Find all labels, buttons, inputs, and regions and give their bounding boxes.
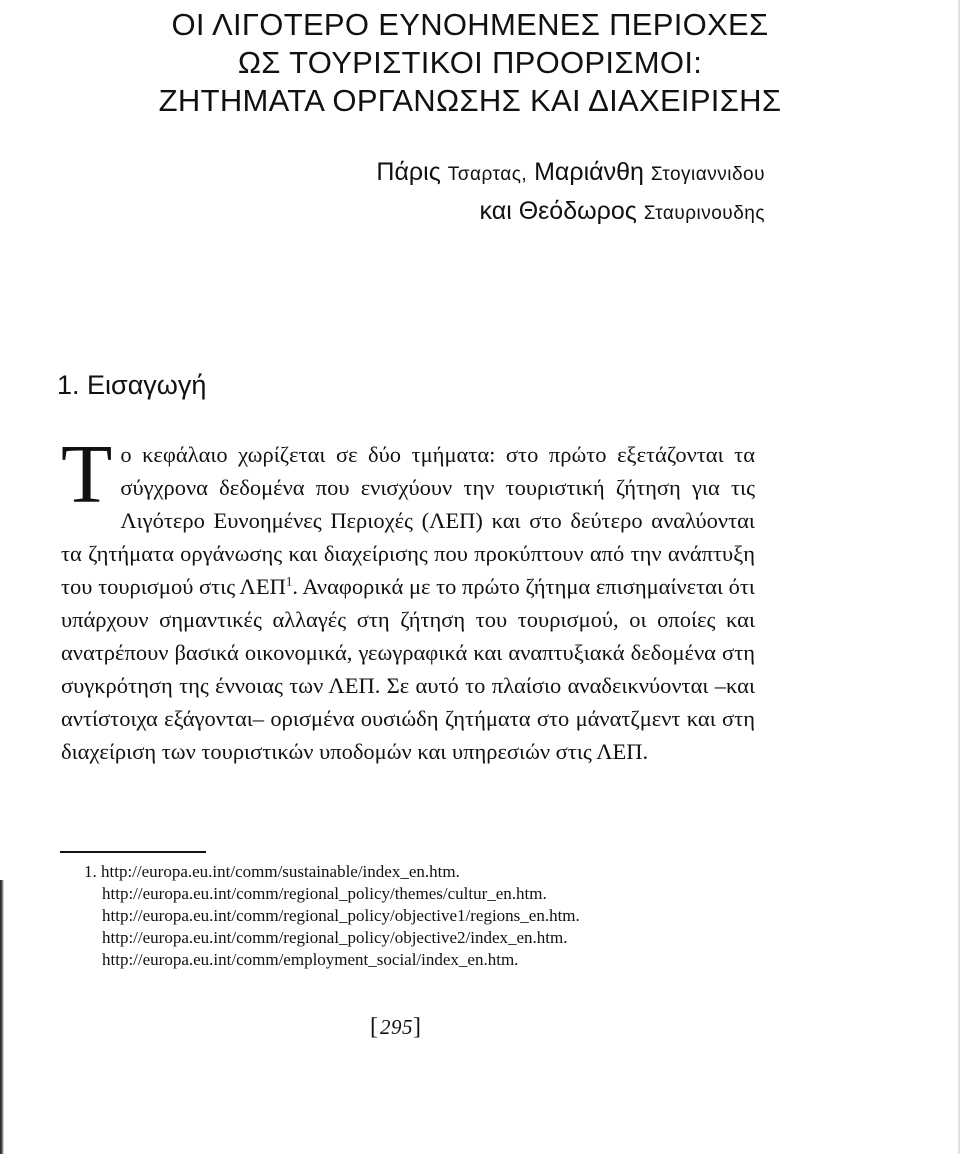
footnote-url: http://europa.eu.int/comm/regional_policy/objective1/regions_en.htm. bbox=[102, 906, 580, 925]
page-number bbox=[370, 1014, 423, 1041]
page-number-value: 295 bbox=[380, 1015, 413, 1039]
author-last-name: Στογιαννιδου bbox=[650, 164, 765, 185]
footnote-url: http://europa.eu.int/comm/regional_policy/themes/cultur_en.htm. bbox=[102, 884, 547, 903]
author-line-1 bbox=[376, 154, 765, 193]
title-line: ΩΣ ΤΟΥΡΙΣΤΙΚΟΙ ΠΡΟΟΡΙΣΜΟΙ: bbox=[237, 45, 703, 80]
drop-cap: Τ bbox=[61, 428, 113, 521]
title-line: ΟΙ ΛΙΓΟΤΕΡΟ ΕΥΝΟΗΜΕΝΕΣ ΠΕΡΙΟΧΕΣ bbox=[171, 7, 769, 42]
body-paragraph bbox=[61, 428, 755, 768]
chapter-title bbox=[60, 6, 880, 120]
author-first-name: Μαριάνθη bbox=[534, 158, 644, 186]
author-list bbox=[376, 154, 765, 232]
section-heading: 1. Εισαγωγή bbox=[57, 370, 207, 400]
footnote-url: http://europa.eu.int/comm/regional_policy/objective2/index_en.htm. bbox=[102, 928, 568, 947]
author-first-name: Πάρις bbox=[376, 158, 441, 186]
paragraph-text: . Αναφορικά με το πρώτο ζήτημα επισημαίνεται ότι υπάρχουν σημαντικές αλλαγές στη ζήτηση του τουρισμού, οι οποίες και ανατρέπουν βασικά οικονομικά, γεωγραφικά και αναπτυξιακά δεδομένα στη συγκρότηση της έννοιας των ΛΕΠ. Σε αυτό το πλαίσιο αναδεικνύονται –και αντίστοιχα εξάγονται– ορισμένα ουσιώδη ζητήματα στο μάνατζμεντ και στη διαχείριση των τουριστικών υποδομών και υπηρεσιών στις ΛΕΠ. bbox=[61, 574, 755, 764]
page-bracket-open: [ bbox=[370, 1014, 380, 1040]
footnote-url: http://europa.eu.int/comm/sustainable/index_en.htm. bbox=[101, 862, 460, 881]
author-line-2 bbox=[376, 193, 765, 232]
footnote-number: 1. bbox=[84, 862, 97, 881]
footnote-url: http://europa.eu.int/comm/employment_social/index_en.htm. bbox=[102, 950, 519, 969]
author-last-name: Σταυρινουδης bbox=[643, 203, 765, 224]
footnote-line bbox=[84, 861, 724, 883]
title-line: ΖΗΤΗΜΑΤΑ ΟΡΓΑΝΩΣΗΣ ΚΑΙ ΔΙΑΧΕΙΡΙΣΗΣ bbox=[158, 83, 782, 118]
page-bracket-close: ] bbox=[413, 1014, 423, 1040]
scan-shadow-edge bbox=[0, 880, 4, 1154]
author-first-name: Θεόδωρος bbox=[518, 197, 637, 225]
paragraph-text: ο κεφάλαιο χωρίζεται σε δύο τμήματα: στο πρώτο εξετάζονται τα σύγχρονα δεδομένα που ενισχύουν την τουριστική ζήτηση για τις Λιγότερο Ευνοημένες Περιοχές (ΛΕΠ) και στο δεύτερο αναλύονται τα ζητήματα οργάνωσης και διαχείρισης που προκύπτουν από την ανάπτυξη του τουρισμού στις ΛΕΠ bbox=[61, 442, 755, 599]
footnote-reference: 1 bbox=[285, 573, 293, 589]
paragraph bbox=[61, 428, 755, 768]
author-conjunction: και bbox=[479, 197, 512, 225]
footnotes bbox=[84, 861, 724, 971]
footnote-rule bbox=[60, 851, 206, 853]
author-last-name: Τσαρτας, bbox=[447, 164, 528, 185]
